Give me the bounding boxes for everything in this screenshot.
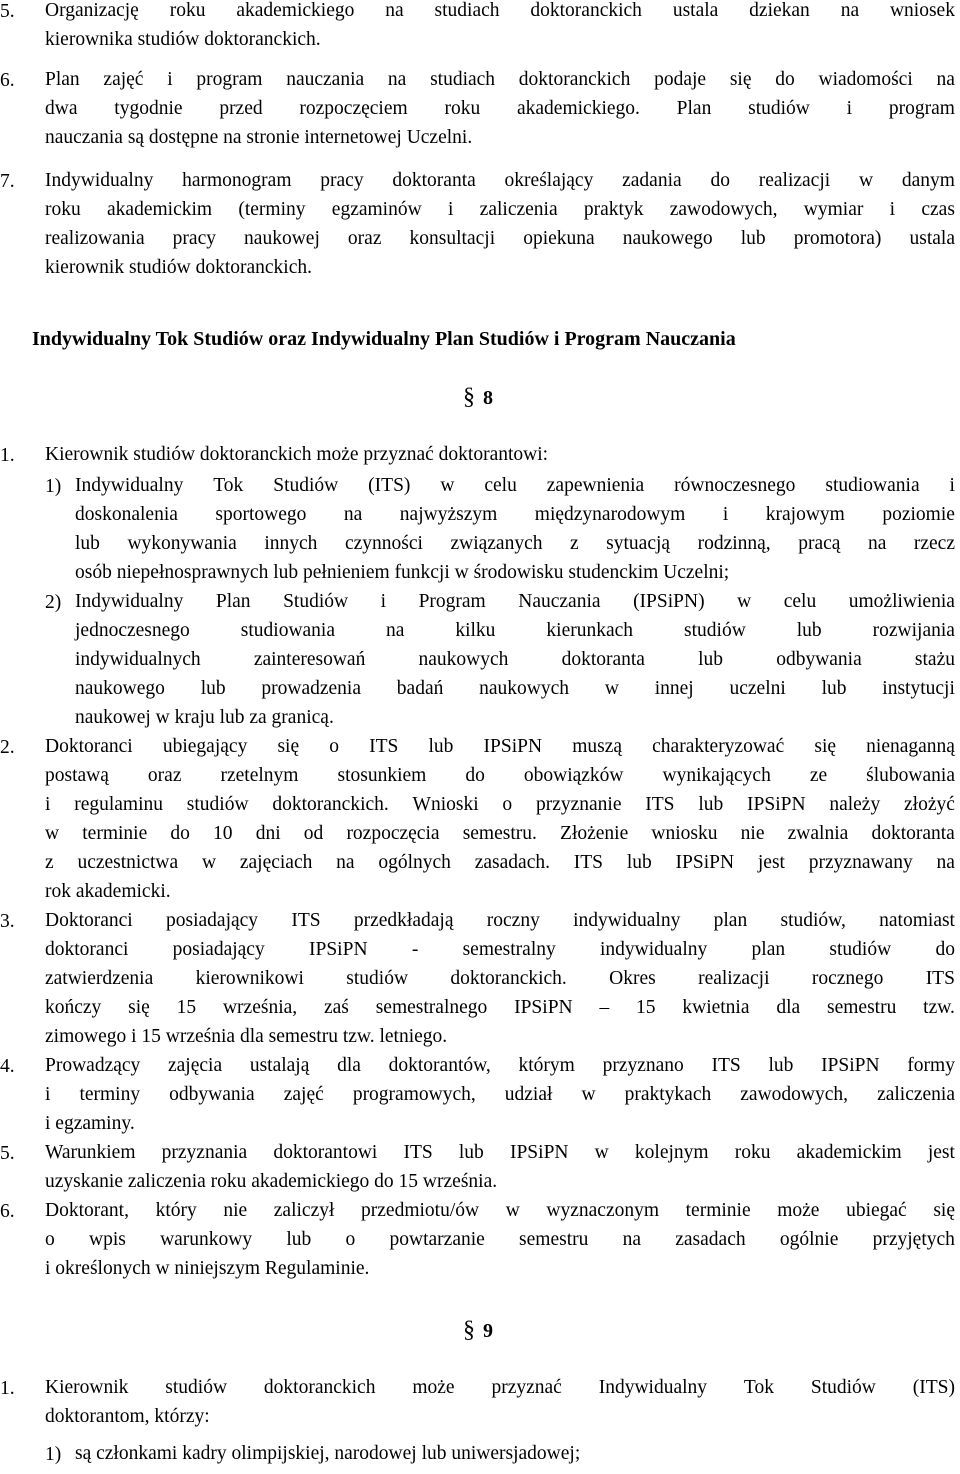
s8-p1-sub1-line-2: doskonalenia sportowego na najwyższym międzynarodowym i krajowym poziomie — [75, 504, 955, 525]
s8-p5-line-1: Warunkiem przyznania doktorantowi ITS lub IPSiPN w kolejnym roku akademickim jest — [45, 1142, 955, 1163]
s8-p2-line-3: i regulaminu studiów doktoranckich. Wnioski o przyznanie ITS lub IPSiPN należy złożyć — [45, 794, 955, 815]
s8-p6-line-2: o wpis warunkowy lub o powtarzanie semestru na zasadach ogólnie przyjętych — [45, 1229, 955, 1250]
s8-p3-line-5: zimowego i 15 września dla semestru tzw. letniego. — [45, 1026, 448, 1047]
s8-p3-line-2: doktoranci posiadający IPSiPN - semestralny indywidualny plan studiów do — [45, 939, 955, 960]
s8-p1-sub1-number: 1) — [45, 476, 62, 497]
item-6-line-2: dwa tygodnie przed rozpoczęciem roku akademickiego. Plan studiów i program — [45, 98, 955, 119]
s8-p1-sub2-line-2: jednoczesnego studiowania na kilku kierunkach studiów lub rozwijania — [75, 620, 955, 641]
item-5-line-2: kierownika studiów doktoranckich. — [45, 29, 321, 50]
s8-p3-line-3: zatwierdzenia kierownikowi studiów doktoranckich. Okres realizacji rocznego ITS — [45, 968, 955, 989]
s8-p6-line-1: Doktorant, który nie zaliczył przedmiotu/ów w wyznaczonym terminie może ubiegać się — [45, 1200, 955, 1221]
section-9-marker — [463, 1318, 493, 1342]
s9-p1-sub1-number: 1) — [45, 1444, 62, 1465]
s8-p1-sub2-line-4: naukowego lub prowadzenia badań naukowych w innej uczelni lub instytucji — [75, 678, 955, 699]
s8-p1-sub1-line-3: lub wykonywania innych czynności związanych z sytuacją rodzinną, pracą na rzecz — [75, 533, 955, 554]
s8-p4-line-2: i terminy odbywania zajęć programowych, udział w praktykach zawodowych, zaliczenia — [45, 1084, 955, 1105]
section-heading: Indywidualny Tok Studiów oraz Indywidualny Plan Studiów i Program Nauczania — [32, 328, 736, 350]
section-symbol: § — [463, 384, 475, 410]
s9-p1-line-1: Kierownik studiów doktoranckich może przyznać Indywidualny Tok Studiów (ITS) — [45, 1377, 955, 1398]
s8-p4-line-1: Prowadzący zajęcia ustalają dla doktorantów, którym przyznano ITS lub IPSiPN formy — [45, 1055, 955, 1076]
s8-p1-sub2-number: 2) — [45, 592, 62, 613]
item-7-line-4: kierownik studiów doktoranckich. — [45, 257, 312, 278]
s8-p1-lead: Kierownik studiów doktoranckich może przyznać doktorantowi: — [45, 444, 549, 465]
item-6-number: 6. — [0, 70, 15, 91]
item-7-number: 7. — [0, 171, 15, 192]
s8-p2-line-2: postawą oraz rzetelnym stosunkiem do obowiązków wynikających ze ślubowania — [45, 765, 955, 786]
s8-p1-sub2-line-5: naukowej w kraju lub za granicą. — [75, 707, 334, 728]
s8-p2-line-6: rok akademicki. — [45, 881, 171, 902]
s8-p6-number: 6. — [0, 1201, 15, 1222]
s8-p1-number: 1. — [0, 445, 15, 466]
item-7-line-2: roku akademickim (terminy egzaminów i zaliczenia praktyk zawodowych, wymiar i czas — [45, 199, 955, 220]
s9-p1-sub1-line-1: są członkami kadry olimpijskiej, narodowej lub uniwersjadowej; — [75, 1443, 581, 1464]
s8-p5-line-2: uzyskanie zaliczenia roku akademickiego do 15 września. — [45, 1171, 498, 1192]
s8-p3-number: 3. — [0, 911, 15, 932]
item-6-line-1: Plan zajęć i program nauczania na studiach doktoranckich podaje się do wiadomości na — [45, 69, 955, 90]
s8-p1-sub1-line-4: osób niepełnosprawnych lub pełnieniem funkcji w środowisku studenckim Uczelni; — [75, 562, 730, 583]
s8-p2-line-5: z uczestnictwa w zajęciach na ogólnych zasadach. ITS lub IPSiPN jest przyznawany na — [45, 852, 955, 873]
item-5-line-1: Organizację roku akademickiego na studiach doktoranckich ustala dziekan na wniosek — [45, 0, 955, 21]
s8-p3-line-4: kończy się 15 września, zaś semestralnego IPSiPN – 15 kwietnia dla semestru tzw. — [45, 997, 955, 1018]
s8-p2-line-4: w terminie do 10 dni od rozpoczęcia semestru. Złożenie wniosku nie zwalnia doktoranta — [45, 823, 955, 844]
s9-p1-number: 1. — [0, 1378, 15, 1399]
s8-p3-line-1: Doktoranci posiadający ITS przedkładają roczny indywidualny plan studiów, natomiast — [45, 910, 955, 931]
s8-p1-sub2-line-1: Indywidualny Plan Studiów i Program Nauczania (IPSiPN) w celu umożliwienia — [75, 591, 955, 612]
s8-p4-line-3: i egzaminy. — [45, 1113, 135, 1134]
section-9-number: 9 — [483, 1320, 493, 1342]
s8-p5-number: 5. — [0, 1143, 15, 1164]
item-6-line-3: nauczania są dostępne na stronie internetowej Uczelni. — [45, 127, 473, 148]
s9-p1-line-2: doktorantom, którzy: — [45, 1406, 210, 1427]
item-7-line-1: Indywidualny harmonogram pracy doktoranta określający zadania do realizacji w danym — [45, 170, 955, 191]
s8-p6-line-3: i określonych w niniejszym Regulaminie. — [45, 1258, 370, 1279]
section-symbol: § — [463, 1317, 475, 1343]
section-8-marker — [463, 385, 493, 409]
item-7-line-3: realizowania pracy naukowej oraz konsultacji opiekuna naukowego lub promotora) ustala — [45, 228, 955, 249]
s8-p1-sub2-line-3: indywidualnych zainteresowań naukowych doktoranta lub odbywania stażu — [75, 649, 955, 670]
s8-p2-number: 2. — [0, 737, 15, 758]
item-5-number: 5. — [0, 1, 15, 22]
s8-p4-number: 4. — [0, 1056, 15, 1077]
s8-p2-line-1: Doktoranci ubiegający się o ITS lub IPSiPN muszą charakteryzować się nienaganną — [45, 736, 955, 757]
s8-p1-sub1-line-1: Indywidualny Tok Studiów (ITS) w celu zapewnienia równoczesnego studiowania i — [75, 475, 955, 496]
section-8-number: 8 — [483, 387, 493, 409]
